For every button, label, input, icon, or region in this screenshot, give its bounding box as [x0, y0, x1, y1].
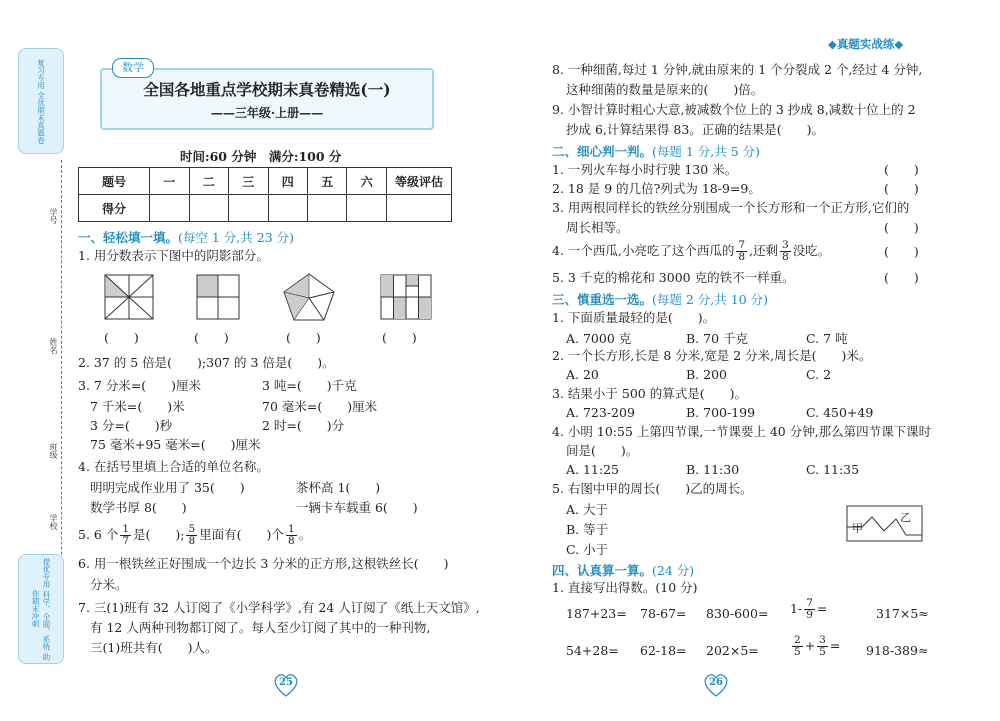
question-3-row1-b: 3 吨=( )千克	[262, 378, 357, 393]
answer-blank[interactable]: ( )	[382, 330, 417, 345]
fraction-figure-1	[104, 274, 154, 320]
question-3-row3-a: 3 分=( )秒	[90, 418, 173, 433]
score-cell[interactable]	[268, 195, 307, 222]
choice-1-option-b[interactable]: B. 70 千克	[686, 331, 749, 346]
denominator: 8	[782, 251, 789, 263]
question-3-row1-a: 3. 7 分米=( )厘米	[78, 378, 202, 393]
score-header: 三	[229, 168, 268, 195]
section3-heading: 三、慎重选一选。	[552, 292, 653, 307]
q5-text: 。	[298, 527, 312, 542]
denominator: 8	[188, 535, 196, 547]
choice-1: 1. 下面质量最轻的是( )。	[552, 310, 716, 325]
score-cell[interactable]	[387, 195, 452, 222]
fraction-3-8	[780, 240, 791, 263]
question-6-line2: 分米。	[90, 577, 128, 592]
numerator: 1	[287, 523, 295, 535]
q5-text: 是( );	[133, 527, 185, 542]
fraction-7-8	[736, 240, 747, 263]
calc-item: 202×5=	[706, 643, 759, 658]
numerator: 7	[806, 597, 813, 609]
fraction-figure-4	[380, 274, 432, 320]
judge-3-line1: 3. 用两根同样长的铁丝分别围成一个长方形和一个正方形,它们的	[552, 200, 910, 215]
fraction-7-9	[804, 598, 815, 621]
score-cell[interactable]	[347, 195, 387, 222]
denominator: 7	[122, 535, 130, 547]
fraction-2-5	[792, 635, 803, 658]
section1-points: (每空 1 分,共 23 分)	[178, 230, 294, 245]
choice-5: 5. 右图中甲的周长( )乙的周长。	[552, 481, 753, 496]
choice-4-option-b[interactable]: B. 11:30	[686, 462, 740, 477]
calc-text: +	[804, 638, 816, 653]
choice-3-option-b[interactable]: B. 700-199	[686, 405, 756, 420]
section4-title	[552, 561, 694, 579]
calc-item: 54+28=	[566, 643, 619, 658]
choice-3: 3. 结果小于 500 的算式是( )。	[552, 386, 747, 401]
calc-item: 78-67=	[640, 606, 687, 621]
judge-2: 2. 18 是 9 的几倍?列式为 18-9=9。	[552, 181, 761, 196]
field-xuehao: 学号	[49, 208, 58, 224]
choice-5-option-c[interactable]: C. 小于	[566, 542, 609, 557]
numerator: 5	[188, 523, 196, 535]
field-banji: 班级	[49, 443, 58, 459]
page-number-left: 25	[279, 677, 293, 688]
judge-blank[interactable]: ( )	[884, 270, 919, 285]
section2-title	[552, 142, 760, 160]
question-6-line1: 6. 用一根铁丝正好围成一个边长 3 分米的正方形,这根铁丝长( )	[78, 556, 449, 571]
choice-2-option-a[interactable]: A. 20	[566, 367, 599, 382]
judge-blank[interactable]: ( )	[884, 244, 919, 259]
question-4-row2-a: 数学书厚 8( )	[90, 500, 187, 515]
score-row-label: 得分	[79, 195, 150, 222]
denominator: 5	[794, 646, 801, 658]
question-9-line2: 抄成 6,计算结果得 83。正确的结果是( )。	[566, 122, 825, 137]
judge-blank[interactable]: ( )	[884, 181, 919, 196]
score-cell[interactable]	[307, 195, 346, 222]
calc-text: 1-	[790, 601, 803, 616]
page-subtitle: ——三年级·上册——	[210, 106, 324, 120]
choice-5-option-b[interactable]: B. 等于	[566, 522, 609, 537]
j4-text: ,还剩	[749, 243, 779, 258]
calc-item: 187+23=	[566, 606, 627, 621]
section4-points: (24 分)	[652, 563, 695, 578]
fraction-5-8	[186, 524, 197, 547]
numerator: 1	[122, 523, 130, 535]
fraction-1-7	[120, 524, 131, 547]
sidebar-top-tab: 复习专用 全优期末真题卷	[18, 48, 64, 154]
denominator: 8	[738, 251, 746, 263]
calc-item: 317×5≈	[876, 606, 929, 621]
question-7-line2: 有 12 人两种刊物都订阅了。每人至少订阅了其中的一种刊物,	[90, 620, 431, 635]
section1-heading: 一、轻松填一填。	[78, 230, 179, 245]
question-4: 4. 在括号里填上合适的单位名称。	[78, 459, 269, 474]
page-title: 全国各地重点学校期末真卷精选(一)	[143, 80, 391, 99]
choice-1-option-a[interactable]: A. 7000 克	[566, 331, 632, 346]
figure-label-jia: 甲	[852, 522, 863, 535]
numerator: 2	[794, 634, 801, 646]
field-xuexiao: 学校	[49, 514, 58, 530]
time-info: 时间:60 分钟 满分:100 分	[180, 149, 342, 164]
score-header: 等级评估	[387, 168, 452, 195]
choice-4-option-a[interactable]: A. 11:25	[566, 462, 619, 477]
score-cell[interactable]	[150, 195, 189, 222]
question-4-row2-b: 一辆卡车载重 6( )	[296, 500, 418, 515]
choice-2: 2. 一个长方形,长是 8 分米,宽是 2 分米,周长是( )米。	[552, 348, 872, 363]
judge-blank[interactable]: ( )	[884, 162, 919, 177]
field-xingming: 姓名	[49, 338, 58, 354]
sidebar-bottom-tab: 提优专用 科学、全面、系统 助你期末冲刺	[18, 554, 64, 664]
question-3-row2-a: 7 千米=( )米	[90, 399, 185, 414]
score-header: 四	[268, 168, 307, 195]
question-8-line2: 这种细菌的数量是原来的( )倍。	[566, 82, 764, 97]
choice-2-option-b[interactable]: B. 200	[686, 367, 727, 382]
judge-blank[interactable]: ( )	[884, 220, 919, 235]
section1-title	[78, 228, 294, 246]
question-5	[78, 524, 311, 547]
calc-item: 918-389≈	[866, 643, 929, 658]
answer-blank[interactable]: ( )	[104, 330, 139, 345]
choice-4-line1: 4. 小明 10:55 上第四节课,一节课要上 40 分钟,那么第四节课下课时	[552, 424, 932, 439]
numerator: 3	[819, 634, 826, 646]
question-3-row3-b: 2 时=( )分	[262, 418, 345, 433]
question-2: 2. 37 的 5 倍是( );307 的 3 倍是( )。	[78, 355, 335, 370]
choice-4-option-c[interactable]: C. 11:35	[806, 462, 860, 477]
judge-3-line2: 周长相等。	[566, 220, 629, 235]
page-number-right: 26	[709, 677, 723, 688]
choice-5-option-a[interactable]: A. 大于	[566, 502, 608, 517]
choice-3-option-a[interactable]: A. 723-209	[566, 405, 635, 420]
choice-3-option-c[interactable]: C. 450+49	[806, 405, 874, 420]
numerator: 3	[782, 239, 789, 251]
answer-blank[interactable]: ( )	[194, 330, 229, 345]
question-4-row1-b: 茶杯高 1( )	[296, 480, 381, 495]
q5-text: 里面有( )个	[199, 527, 284, 542]
question-3-row4: 75 毫米+95 毫米=( )厘米	[90, 437, 261, 452]
fraction-1-8	[286, 524, 297, 547]
question-4-row1-a: 明明完成作业用了 35( )	[90, 480, 245, 495]
score-header: 六	[347, 168, 387, 195]
score-cell[interactable]	[229, 195, 268, 222]
section2-heading: 二、细心判一判。	[552, 144, 653, 159]
calc-text: =	[816, 601, 828, 616]
score-header: 二	[189, 168, 228, 195]
score-cell[interactable]	[189, 195, 228, 222]
numerator: 7	[738, 239, 746, 251]
score-header: 一	[150, 168, 189, 195]
choice-4-line2: 间是( )。	[566, 443, 639, 458]
denominator: 5	[819, 646, 826, 658]
choice-2-option-c[interactable]: C. 2	[806, 367, 832, 382]
question-7-line3: 三(1)班共有( )人。	[90, 640, 218, 655]
denominator: 9	[806, 609, 813, 621]
calc-fraction-item	[790, 598, 827, 621]
binding-sidebar	[18, 48, 62, 662]
question-7-line1: 7. 三(1)班有 32 人订阅了《小学科学》,有 24 人订阅了《纸上天文馆》,	[78, 600, 480, 615]
j4-text: 没吃。	[792, 243, 831, 258]
calc-item: 830-600=	[706, 606, 769, 621]
score-table	[78, 167, 452, 222]
fraction-figure-2	[196, 274, 240, 320]
judge-5: 5. 3 千克的棉花和 3000 克的铁不一样重。	[552, 270, 795, 285]
denominator: 8	[287, 535, 295, 547]
fraction-3-5	[817, 635, 828, 658]
question-8-line1: 8. 一种细菌,每过 1 分钟,就由原来的 1 个分裂成 2 个,经过 4 分钟,	[552, 62, 923, 77]
calc-fraction-item	[790, 635, 840, 658]
score-header: 五	[307, 168, 346, 195]
judge-1: 1. 一列火车每小时行驶 130 米。	[552, 162, 738, 177]
question-1: 1. 用分数表示下图中的阴影部分。	[78, 248, 269, 263]
section3-title	[552, 290, 768, 308]
q5-text: 5. 6 个	[78, 527, 119, 542]
section4-heading: 四、认真算一算。	[552, 563, 653, 578]
compute-q1: 1. 直接写出得数。(10 分)	[552, 580, 698, 595]
judge-4	[552, 240, 830, 263]
question-3-row2-b: 70 毫米=( )厘米	[262, 399, 378, 414]
question-9-line1: 9. 小智计算时粗心大意,被减数个位上的 3 抄成 8,减数十位上的 2	[552, 102, 916, 117]
fraction-figure-3	[282, 272, 336, 322]
answer-blank[interactable]: ( )	[286, 330, 321, 345]
calc-text: =	[829, 638, 841, 653]
right-header-tag: ◆真题实战练◆	[828, 37, 904, 51]
score-header: 题号	[79, 168, 150, 195]
figure-label-yi: 乙	[900, 511, 911, 524]
section3-points: (每题 2 分,共 10 分)	[652, 292, 768, 307]
choice-1-option-c[interactable]: C. 7 吨	[806, 331, 848, 346]
j4-text: 4. 一个西瓜,小亮吃了这个西瓜的	[552, 243, 735, 258]
calc-item: 62-18=	[640, 643, 687, 658]
subject-badge: 数学	[112, 58, 154, 78]
section2-points: (每题 1 分,共 5 分)	[652, 144, 761, 159]
